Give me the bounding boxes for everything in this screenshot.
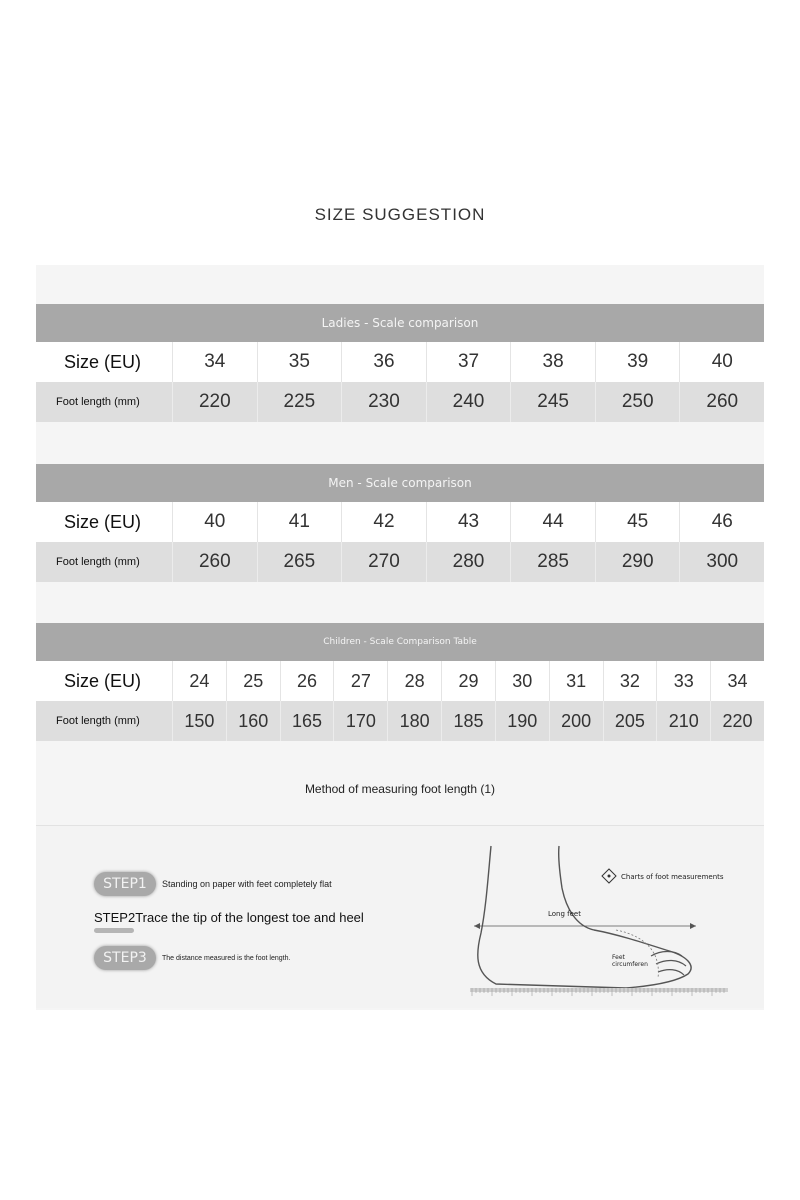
table-cell: 31 — [549, 661, 603, 701]
men-length-row — [36, 542, 764, 582]
circ-label-2: circumferen — [612, 961, 648, 968]
table-cell: 39 — [595, 342, 680, 382]
method-title: Method of measuring foot length (1) — [304, 782, 496, 796]
legend-text: Charts of foot measurements — [621, 873, 724, 881]
size-label: Size (EU) — [64, 351, 142, 372]
table-cell: 285 — [510, 542, 595, 582]
table-cell: 40 — [679, 342, 764, 382]
ladies-length-cells — [172, 382, 764, 422]
table-cell: 36 — [341, 342, 426, 382]
children-length-cells — [172, 701, 764, 741]
table-cell: 38 — [510, 342, 595, 382]
table-cell: 250 — [595, 382, 680, 422]
arrow-head-left — [474, 923, 480, 929]
table-cell: 240 — [426, 382, 511, 422]
table-cell: 46 — [679, 502, 764, 542]
foot-diagram — [426, 838, 746, 998]
children-length-row — [36, 701, 764, 741]
table-cell: 37 — [426, 342, 511, 382]
step-3-badge: STEP3 — [94, 946, 156, 970]
table-cell: 30 — [495, 661, 549, 701]
ladies-table — [36, 304, 764, 422]
table-cell: 26 — [280, 661, 334, 701]
table-cell: 245 — [510, 382, 595, 422]
table-cell: 170 — [333, 701, 387, 741]
table-cell: 160 — [226, 701, 280, 741]
children-table — [36, 623, 764, 741]
table-cell: 265 — [257, 542, 342, 582]
ladies-size-row — [36, 342, 764, 382]
foot-length-label: Foot length (mm) — [56, 715, 140, 727]
table-cell: 225 — [257, 382, 342, 422]
table-cell: 43 — [426, 502, 511, 542]
table-cell: 260 — [172, 542, 257, 582]
table-cell: 260 — [679, 382, 764, 422]
table-cell: 35 — [257, 342, 342, 382]
table-cell: 41 — [257, 502, 342, 542]
circ-label-1: Feet — [612, 954, 625, 961]
step-2-badge: STEP2 — [94, 910, 136, 925]
men-table — [36, 464, 764, 582]
table-cell: 32 — [603, 661, 657, 701]
table-cell: 205 — [603, 701, 657, 741]
ladies-length-row — [36, 382, 764, 422]
page-title: SIZE SUGGESTION — [314, 205, 486, 224]
table-cell: 33 — [656, 661, 710, 701]
table-cell: 40 — [172, 502, 257, 542]
table-cell: 180 — [387, 701, 441, 741]
diamond-icon — [602, 869, 616, 883]
table-cell: 220 — [710, 701, 764, 741]
table-cell: 210 — [656, 701, 710, 741]
men-length-cells — [172, 542, 764, 582]
toes-outline — [651, 952, 686, 976]
men-size-cells — [172, 502, 764, 542]
step-1-badge: STEP1 — [94, 872, 156, 896]
step-2-text: Trace the tip of the longest toe and heel — [135, 910, 364, 925]
ruler — [470, 988, 728, 992]
table-cell: 25 — [226, 661, 280, 701]
size-label: Size (EU) — [64, 511, 142, 532]
table-cell: 280 — [426, 542, 511, 582]
children-header: Children - Scale Comparison Table — [36, 623, 764, 661]
table-cell: 300 — [679, 542, 764, 582]
children-size-row — [36, 661, 764, 701]
foot-outline — [478, 846, 691, 988]
table-cell: 45 — [595, 502, 680, 542]
table-cell: 29 — [441, 661, 495, 701]
table-cell: 220 — [172, 382, 257, 422]
table-cell: 190 — [495, 701, 549, 741]
measuring-panel — [36, 825, 764, 1008]
ladies-size-cells — [172, 342, 764, 382]
step-1 — [94, 872, 332, 896]
table-cell: 230 — [341, 382, 426, 422]
step-3-text: The distance measured is the foot length. — [162, 954, 291, 962]
foot-length-label: Foot length (mm) — [56, 396, 140, 408]
table-cell: 27 — [333, 661, 387, 701]
step-2 — [94, 910, 364, 925]
long-feet-label: Long feet — [548, 910, 581, 918]
step-3 — [94, 946, 290, 970]
table-cell: 34 — [172, 342, 257, 382]
table-cell: 200 — [549, 701, 603, 741]
table-cell: 42 — [341, 502, 426, 542]
table-cell: 290 — [595, 542, 680, 582]
table-cell: 28 — [387, 661, 441, 701]
children-size-cells — [172, 661, 764, 701]
size-label: Size (EU) — [64, 670, 142, 691]
men-size-row — [36, 502, 764, 542]
table-cell: 270 — [341, 542, 426, 582]
ladies-header: Ladies - Scale comparison — [36, 304, 764, 342]
foot-length-label: Foot length (mm) — [56, 556, 140, 568]
table-cell: 44 — [510, 502, 595, 542]
table-cell: 150 — [172, 701, 226, 741]
table-cell: 185 — [441, 701, 495, 741]
table-cell: 34 — [710, 661, 764, 701]
table-cell: 24 — [172, 661, 226, 701]
men-header: Men - Scale comparison — [36, 464, 764, 502]
arrow-head-right — [690, 923, 696, 929]
table-cell: 165 — [280, 701, 334, 741]
step-1-text: Standing on paper with feet completely flat — [162, 879, 332, 889]
